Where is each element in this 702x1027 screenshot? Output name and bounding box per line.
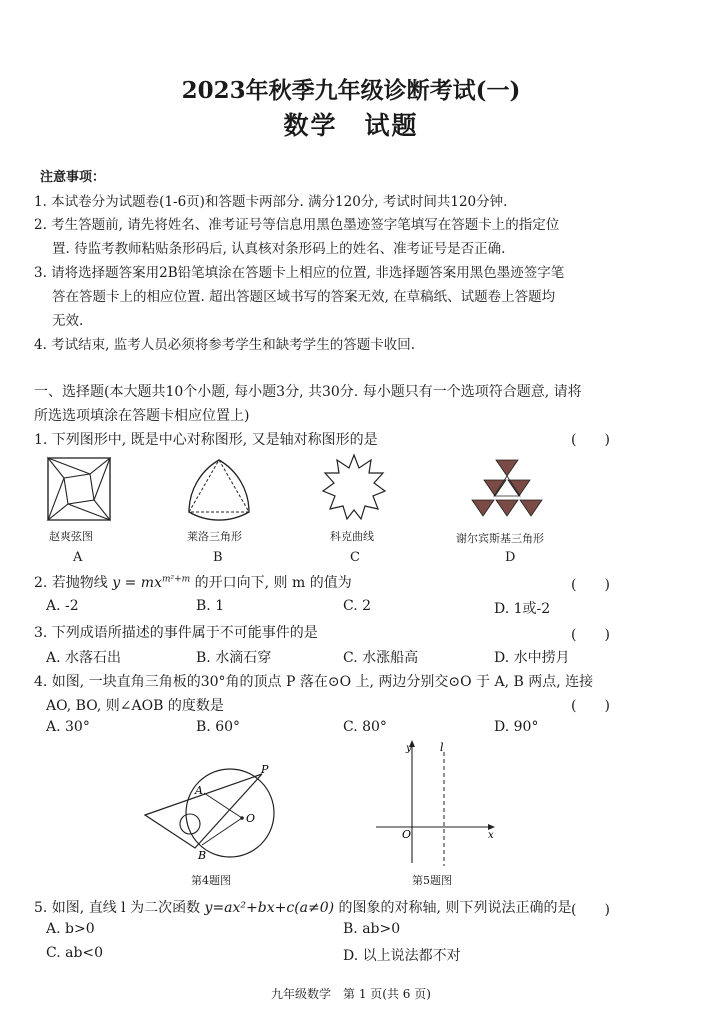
question-2-stem-post: 的开口向下, 则 m 的值为 [190,575,352,591]
koch-snowflake-figure [318,452,390,524]
triangle-ruler [145,774,262,848]
label-y: y [406,743,412,754]
question-4-answer-paren: ( ) [571,698,610,714]
note-3: 3. 请将选择题答案用2B铅笔填涂在答题卡上相应的位置, 非选择题答案用黑色墨迹签字笔 [34,265,565,281]
question-2-option-a: A. -2 [46,598,79,614]
question-1-answer-paren: ( ) [571,432,610,448]
label-a: A [195,784,203,797]
zhao-shuang-figure [46,456,112,522]
question-4-option-a: A. 30° [46,719,90,735]
page-footer: 九年级数学 第 1 页(共 6 页) [271,987,431,1001]
label-b: B [198,849,207,862]
notes-heading: 注意事项： [40,170,106,185]
question-2-stem [34,572,352,592]
section-heading-cont: 所选选项填涂在答题卡相应位置上) [34,408,250,424]
question-4-option-b: B. 60° [196,719,241,735]
question-5-option-d: D. 以上说法都不对 [343,948,461,964]
note-4: 4. 考试结束, 监考人员必须将参考学生和缺考学生的答题卡收回. [34,337,416,353]
note-2-cont: 置. 待监考教师粘贴条形码后, 认真核对条形码上的姓名、准考证号是否正确. [52,241,506,257]
question-2-option-c: C. 2 [343,598,372,614]
figure-5 [372,738,502,868]
figure-5-caption: 第5题图 [412,874,452,887]
question-5-stem-post: 的图象的对称轴, 则下列说法正确的是 [334,900,572,916]
question-4-stem: 4. 如图, 一块直角三角板的30°角的顶点 P 落在⊙O 上, 两边分别交⊙O 于 A, B 两点, 连接 [34,674,594,690]
option-letter-c: C [350,550,360,565]
note-3-cont2: 无效. [52,313,84,329]
question-3-option-d: D. 水中捞月 [494,650,570,666]
question-3-option-c: C. 水涨船高 [343,650,419,666]
exam-subtitle: 数学 试题 [283,111,419,140]
label-origin: O [402,828,412,841]
exam-title: 2023年秋季九年级诊断考试(一) [181,77,521,104]
question-2-stem-pre: 2. 若抛物线 [34,575,113,591]
reuleaux-triangle-figure [183,456,255,522]
question-3-option-a: A. 水落石出 [46,650,122,666]
figure-4 [140,760,310,870]
question-4-option-c: C. 80° [343,719,387,735]
section-heading: 一、选择题(本大题共10个小题, 每小题3分, 共30分. 每小题只有一个选项符合题意, 请将 [34,384,582,400]
question-5-answer-paren: ( ) [571,902,610,918]
note-3-cont: 答在答题卡上的相应位置. 超出答题区域书写的答案无效, 在草稿纸、试题卷上答题均 [52,289,556,305]
question-2-formula: y = mx [112,575,162,591]
label-x: x [488,830,494,841]
question-3-stem: 3. 下列成语所描述的事件属于不可能事件的是 [34,625,318,641]
option-letter-d: D [505,550,516,565]
question-2-exponent: m²+m [161,574,191,585]
question-3-option-b: B. 水滴石穿 [196,650,272,666]
question-5-option-a: A. b>0 [46,921,95,937]
question-3-answer-paren: ( ) [571,627,610,643]
note-2: 2. 考生答题前, 请先将姓名、准考证号等信息用黑色墨迹签字笔填写在答题卡上的指定位 [34,217,560,233]
caption-c: 科克曲线 [330,530,374,543]
label-l: l [440,741,444,754]
question-5-stem [34,897,571,917]
caption-b: 莱洛三角形 [187,530,242,543]
option-letter-b: B [213,550,223,565]
sierpinski-triangle-figure [462,456,558,524]
sierpinski-filled-triangles [472,460,542,516]
question-5-option-b: B. ab>0 [343,921,401,937]
question-2-option-b: B. 1 [196,598,225,614]
figure-4-caption: 第4题图 [191,874,231,887]
caption-d: 谢尔宾斯基三角形 [456,532,544,545]
question-5-option-c: C. ab<0 [46,945,104,961]
label-o: O [246,812,256,825]
label-p: P [261,763,269,776]
option-letter-a: A [73,550,83,565]
question-2-option-d: D. 1或-2 [494,601,551,617]
question-5-formula: y=ax²+bx+c(a≠0) [204,900,335,916]
note-1: 1. 本试卷分为试题卷(1-6页)和答题卡两部分. 满分120分, 考试时间共120分钟. [34,194,508,210]
question-2-answer-paren: ( ) [571,577,610,593]
question-1-stem: 1. 下列图形中, 既是中心对称图形, 又是轴对称图形的是 [34,432,378,448]
question-5-stem-pre: 5. 如图, 直线 l 为二次函数 [34,900,205,916]
caption-a: 赵爽弦图 [49,530,93,543]
question-4-stem-cont: AO, BO, 则∠AOB 的度数是 [46,698,224,714]
question-4-option-d: D. 90° [494,719,539,735]
